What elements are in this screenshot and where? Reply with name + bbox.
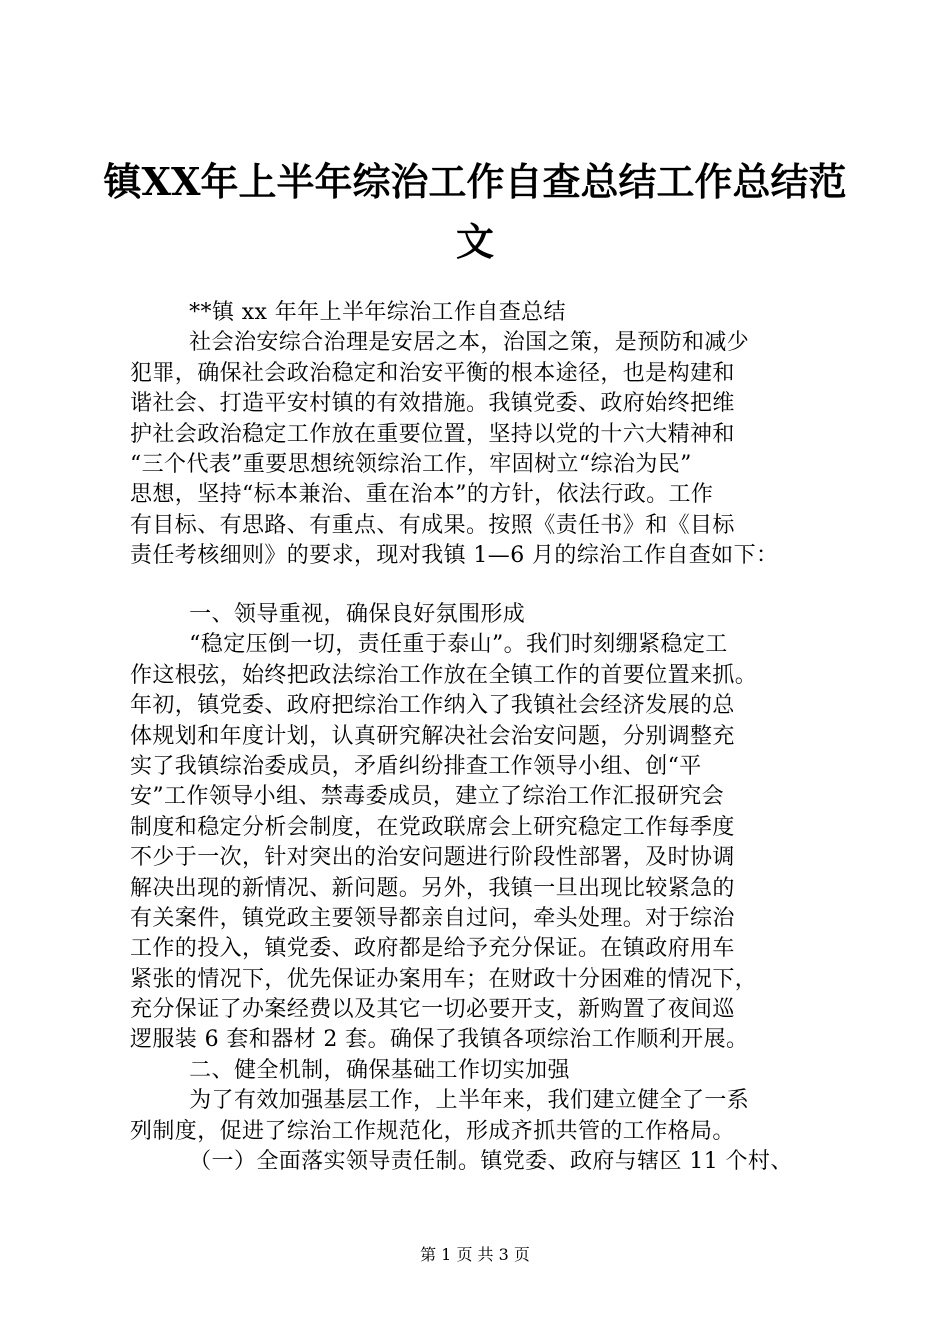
body-line: “稳定压倒一切，责任重于泰山”。我们时刻绷紧稳定工 (130, 632, 728, 658)
document-title-line2: 文 (455, 219, 494, 264)
body-line: 逻服装 6 套和器材 2 套。确保了我镇各项综治工作顺利开展。 (130, 1027, 749, 1053)
body-line: 谐社会、打造平安村镇的有效措施。我镇党委、政府始终把维 (130, 391, 735, 417)
body-line: 犯罪，确保社会政治稳定和治安平衡的根本途径，也是构建和 (130, 360, 735, 386)
document-title-line1: 镇XX年上半年综治工作自查总结工作总结范 (103, 159, 847, 204)
body-line: 有目标、有思路、有重点、有成果。按照《责任书》和《目标 (130, 512, 735, 538)
body-line: 紧张的情况下，优先保证办案用车；在财政十分困难的情况下， (130, 966, 758, 992)
body-line: 社会治安综合治理是安居之本，治国之策，是预防和减少 (130, 330, 750, 356)
body-line: 护社会政治稳定工作放在重要位置，坚持以党的十六大精神和 (130, 421, 735, 447)
body-line: 一、领导重视，确保良好氛围形成 (130, 602, 526, 627)
body-line: 工作的投入，镇党委、政府都是给予充分保证。在镇政府用车 (130, 936, 735, 962)
body-line: “三个代表”重要思想统领综治工作，牢固树立“综治为民” (130, 451, 692, 477)
body-line: 有关案件，镇党政主要领导都亲自过问，牵头处理。对于综治 (130, 905, 735, 931)
body-line: 安”工作领导小组、禁毒委成员，建立了综治工作汇报研究会 (130, 784, 725, 810)
body-line: 充分保证了办案经费以及其它一切必要开支，新购置了夜间巡 (130, 997, 735, 1023)
body-line: 体规划和年度计划，认真研究解决社会治安问题，分别调整充 (130, 723, 735, 749)
body-line: 二、健全机制，确保基础工作切实加强 (130, 1057, 570, 1083)
body-line: 解决出现的新情况、新问题。另外，我镇一旦出现比较紧急的 (130, 875, 735, 901)
body-line: 为了有效加强基层工作，上半年来，我们建立健全了一系 (130, 1088, 750, 1114)
body-line: 责任考核细则》的要求，现对我镇 1—6 月的综治工作自查如下： (130, 543, 779, 569)
body-line: 制度和稳定分析会制度，在党政联席会上研究稳定工作每季度 (130, 814, 735, 840)
body-line: （一）全面落实领导责任制。镇党委、政府与辖区 11 个村、 (130, 1149, 793, 1175)
body-paragraphs-main (130, 600, 852, 1177)
body-paragraphs-intro (130, 298, 852, 572)
body-line: 年初，镇党委、政府把综治工作纳入了我镇社会经济发展的总 (130, 693, 735, 719)
page-footer: 第 1 页 共 3 页 (420, 1245, 530, 1264)
body-line: 列制度，促进了综治工作规范化，形成齐抓共管的工作格局。 (130, 1118, 735, 1144)
body-line: 思想，坚持“标本兼治、重在治本”的方针，依法行政。工作 (130, 482, 714, 508)
body-line: **镇 xx 年年上半年综治工作自查总结 (130, 300, 566, 325)
body-line: 不少于一次，针对突出的治安问题进行阶段性部署，及时协调 (130, 845, 735, 871)
body-line: 作这根弦，始终把政法综治工作放在全镇工作的首要位置来抓。 (130, 662, 758, 688)
body-line: 实了我镇综治委成员，矛盾纠纷排查工作领导小组、创“平 (130, 753, 702, 779)
